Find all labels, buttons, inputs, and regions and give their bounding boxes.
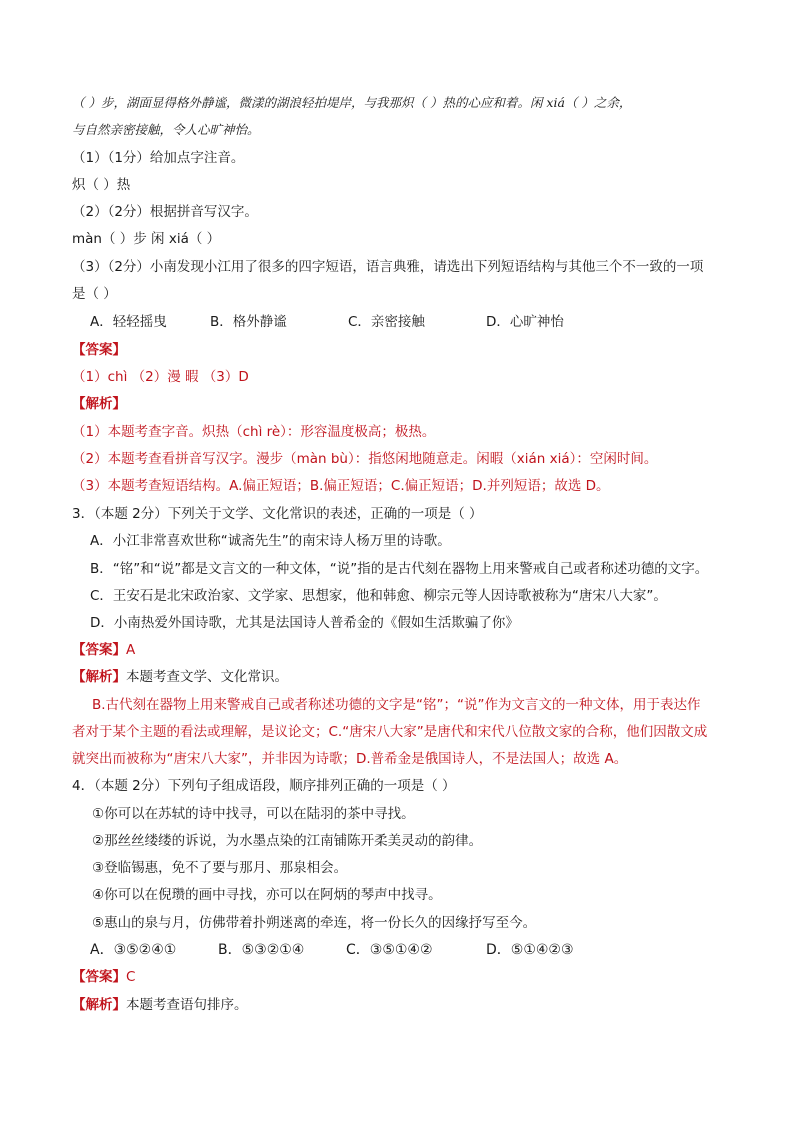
q3-answer-line — [72, 641, 135, 659]
q2-sub2-blank: màn（ ）步 闲 xiá（ ） — [72, 231, 221, 247]
q2-analysis-tag: 【解析】 — [72, 396, 126, 412]
q4-sentence-5: ⑤惠山的泉与月，仿佛带着扑朔迷离的牵连，将一份长久的因缘抒写至今。 — [92, 915, 537, 931]
q4-answer-tag: 【答案】 — [72, 969, 126, 985]
q4-option-b: B．⑤③②①④ — [218, 942, 305, 958]
q4-option-d: D．⑤①④②③ — [486, 942, 574, 958]
q3-option-d: D．小南热爱外国诗歌，尤其是法国诗人普希金的《假如生活欺骗了你》 — [90, 615, 519, 631]
q3-option-a: A．小江非常喜欢世称“诚斋先生”的南宋诗人杨万里的诗歌。 — [90, 533, 451, 549]
q3-analysis-lead: 本题考查文学、文化常识。 — [126, 669, 288, 685]
q4-option-c: C．③⑤①④② — [346, 942, 433, 958]
q3-option-b: B．“铭”和“说”都是文言文的一种文体，“说”指的是古代刻在器物上用来警戒自己或者称述功德的文字。 — [90, 561, 709, 577]
q4-sentence-3: ③登临锡惠，免不了要与那月、那泉相会。 — [92, 860, 348, 876]
q3-analysis-1: B.古代刻在器物上用来警戒自己或者称述功德的文字是“铭”；“说”作为文言文的一种文体，用于表达作 — [92, 697, 701, 713]
q4-answer-value: C — [126, 969, 136, 985]
q4-analysis-tag: 【解析】 — [72, 997, 126, 1013]
q2-sub3-line2: 是（ ） — [72, 286, 117, 302]
q2-sub3-line1: （3）（2分）小南发现小江用了很多的四字短语，语言典雅，请选出下列短语结构与其他三个不一致的一项 — [72, 259, 704, 275]
q2-sub2: （2）（2分）根据拼音写汉字。 — [72, 204, 258, 220]
passage-line-2: 与自然亲密接触，令人心旷神怡。 — [72, 122, 260, 137]
q2-option-a: A．轻轻摇曳 — [90, 314, 167, 330]
q2-analysis-1: （1）本题考查字音。炽热（chì rè）：形容温度极高；极热。 — [72, 424, 436, 440]
q4-option-a: A．③⑤②④① — [90, 942, 177, 958]
q4-analysis-line — [72, 996, 248, 1014]
q3-answer-tag: 【答案】 — [72, 642, 126, 658]
q3-analysis-line — [72, 668, 288, 686]
q4-sentence-4: ④你可以在倪瓒的画中寻找，亦可以在阿炳的琴声中找寻。 — [92, 887, 442, 903]
q2-answer-text: （1）chì （2）漫 暇 （3）D — [72, 369, 249, 385]
q4-answer-line — [72, 968, 135, 986]
q2-option-c: C．亲密接触 — [348, 314, 425, 330]
q2-analysis-2: （2）本题考查看拼音写汉字。漫步（màn bù）：指悠闲地随意走。闲暇（xián xiá）：空闲时间。 — [72, 451, 658, 467]
q2-answer-tag: 【答案】 — [72, 342, 126, 358]
passage-line-1: （ ）步，湖面显得格外静谧，微漾的湖浪轻拍堤岸，与我那炽（ ）热的心应和着。闲 xiá（ ）之余， — [72, 95, 632, 110]
q2-option-d: D．心旷神怡 — [486, 314, 564, 330]
q3-analysis-tag: 【解析】 — [72, 669, 126, 685]
q3-analysis-3: 就突出而被称为“唐宋八大家”，并非因为诗歌；D.普希金是俄国诗人，不是法国人；故选 A。 — [72, 751, 628, 767]
q4-sentence-1: ①你可以在苏轼的诗中找寻，可以在陆羽的茶中寻找。 — [92, 806, 415, 822]
q3-option-c: C．王安石是北宋政治家、文学家、思想家，他和韩愈、柳宗元等人因诗歌被称为“唐宋八大家”。 — [90, 588, 667, 604]
q2-sub1: （1）（1分）给加点字注音。 — [72, 150, 245, 166]
q2-option-b: B．格外静谧 — [210, 314, 287, 330]
q3-answer-value: A — [126, 642, 136, 658]
q4-analysis-lead: 本题考查语句排序。 — [126, 997, 248, 1013]
q3-analysis-2: 者对于某个主题的看法或理解，是议论文；C.“唐宋八大家”是唐代和宋代八位散文家的合称，他们因散文成 — [72, 724, 708, 740]
q2-sub1-blank: 炽（ ）热 — [72, 177, 131, 193]
q4-sentence-2: ②那丝丝缕缕的诉说，为水墨点染的江南铺陈开柔美灵动的韵律。 — [92, 833, 483, 849]
q4-stem: 4．（本题 2分）下列句子组成语段，顺序排列正确的一项是（ ） — [72, 778, 456, 794]
q2-analysis-3: （3）本题考查短语结构。A.偏正短语；B.偏正短语；C.偏正短语；D.并列短语；故选 D。 — [72, 478, 610, 494]
q3-stem: 3．（本题 2分）下列关于文学、文化常识的表述，正确的一项是（ ） — [72, 506, 483, 522]
